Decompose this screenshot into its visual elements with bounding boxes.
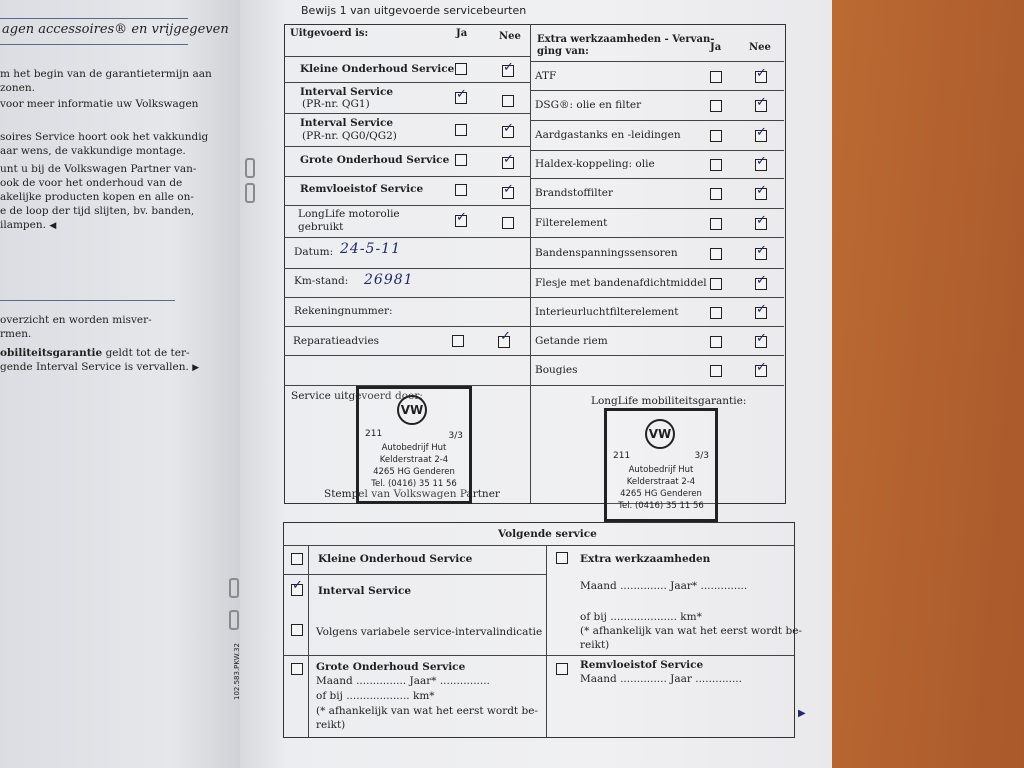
check-mark-icon: ✓ bbox=[756, 66, 767, 81]
next-service-header: Volgende service bbox=[498, 528, 597, 540]
binding-ring bbox=[245, 158, 255, 178]
row-line bbox=[284, 56, 530, 57]
checkbox-longlife-nee[interactable] bbox=[502, 217, 514, 229]
binding-ring bbox=[229, 610, 239, 630]
row-remvloeistof: Remvloeistof Service bbox=[300, 183, 424, 195]
ja-header: Ja bbox=[456, 28, 468, 39]
extra-row-label: Interieurluchtfilterelement bbox=[535, 306, 679, 318]
left-line: soires Service hoort ook het vakkundig bbox=[0, 131, 209, 143]
checkbox-next-grote[interactable] bbox=[291, 663, 303, 675]
checkbox-extra-ja[interactable] bbox=[710, 307, 722, 319]
checkbox-extra-ja[interactable] bbox=[710, 100, 722, 112]
side-code: 102.583.PKW.32 bbox=[233, 643, 241, 700]
checkbox-extra-ja[interactable] bbox=[710, 365, 722, 377]
check-mark-icon: ✓ bbox=[756, 183, 767, 198]
next-grote: Grote Onderhoud Service bbox=[316, 661, 466, 673]
right-header-1: Extra werkzaamheden - Vervan- bbox=[537, 34, 715, 45]
left-heading: agen accessoires® en vrijgegeven bbox=[2, 22, 229, 37]
check-mark-icon: ✓ bbox=[756, 125, 767, 140]
checkbox-next-variabele[interactable] bbox=[291, 624, 303, 636]
row-line bbox=[283, 574, 546, 575]
left-line: m het begin van de garantietermijn aan bbox=[0, 68, 212, 80]
row-interval-qg0-sub: (PR-nr. QG0/QG2) bbox=[302, 130, 397, 142]
check-mark-icon: ✓ bbox=[756, 273, 767, 288]
next-variabele: Volgens variabele service-intervalindicatie bbox=[316, 626, 543, 638]
next-extra-of-bij: of bij .................... km* bbox=[580, 611, 702, 623]
page-title: Bewijs 1 van uitgevoerde servicebeurten bbox=[301, 4, 527, 17]
stamp-line: Kelderstraat 2-4 bbox=[626, 477, 696, 487]
extra-row-label: Bougies bbox=[535, 364, 578, 376]
ja-header-right: Ja bbox=[710, 42, 722, 53]
row-interval-qg0: Interval Service bbox=[300, 117, 394, 129]
section-rule bbox=[0, 300, 175, 301]
guarantee-line: obiliteitsgarantie geldt tot de ter- bbox=[0, 347, 190, 359]
check-mark-icon: ✓ bbox=[500, 329, 511, 344]
row-line bbox=[284, 237, 530, 238]
next-extra-afh-1: (* afhankelijk van wat het eerst wordt be- bbox=[580, 625, 802, 637]
nee-header-right: Nee bbox=[749, 42, 771, 53]
stamp-line: Tel. (0416) 35 11 56 bbox=[618, 501, 704, 511]
next-extra-afh-2: reikt) bbox=[580, 639, 610, 651]
row-longlife-sub: gebruikt bbox=[298, 221, 344, 233]
checkbox-kleine-ja[interactable] bbox=[455, 63, 467, 75]
stamp-line: Kelderstraat 2-4 bbox=[379, 455, 449, 465]
vw-logo-icon: VW bbox=[397, 395, 427, 425]
check-mark-icon: ✓ bbox=[756, 243, 767, 258]
extra-row-label: Haldex-koppeling: olie bbox=[535, 158, 655, 170]
left-line: ook de voor het onderhoud van de bbox=[0, 177, 183, 189]
extra-row-label: Flesje met bandenafdichtmiddel bbox=[535, 277, 707, 289]
row-line bbox=[530, 355, 784, 356]
arrow-right-icon: ▶ bbox=[192, 363, 200, 373]
row-line bbox=[284, 113, 530, 114]
check-mark-icon: ✓ bbox=[756, 154, 767, 169]
row-line bbox=[530, 120, 784, 121]
row-line bbox=[284, 176, 530, 177]
stamp-line: 4265 HG Genderen bbox=[373, 467, 455, 477]
right-header-2: ging van: bbox=[537, 46, 589, 57]
extra-row-label: Filterelement bbox=[535, 217, 608, 229]
row-line bbox=[284, 146, 530, 147]
row-line bbox=[530, 61, 784, 62]
row-interval-qg1-sub: (PR-nr. QG1) bbox=[302, 98, 370, 110]
extra-row-label: Getande riem bbox=[535, 335, 608, 347]
check-mark-icon: ✓ bbox=[756, 360, 767, 375]
stamp-line: Autobedrijf Hut bbox=[381, 443, 447, 453]
vw-logo-icon: VW bbox=[645, 419, 675, 449]
table-divider bbox=[530, 24, 531, 503]
stamp-right-num: 3/3 bbox=[694, 451, 709, 461]
datum-label: Datum: bbox=[294, 246, 334, 258]
row-line bbox=[530, 178, 784, 179]
check-mark-icon: ✓ bbox=[756, 331, 767, 346]
checkbox-reparatie-ja[interactable] bbox=[452, 335, 464, 347]
binding-ring bbox=[245, 183, 255, 203]
checkbox-extra-ja[interactable] bbox=[710, 159, 722, 171]
left-page bbox=[0, 0, 245, 768]
checkbox-next-extra[interactable] bbox=[556, 552, 568, 564]
heading-rule bbox=[0, 44, 188, 45]
check-mark-icon: ✓ bbox=[456, 210, 467, 225]
checkbox-extra-ja[interactable] bbox=[710, 278, 722, 290]
dealer-stamp-2 bbox=[604, 408, 718, 522]
stamp-left-num: 211 bbox=[613, 451, 631, 461]
rekening-label: Rekeningnummer: bbox=[294, 305, 393, 317]
extra-row-label: Aardgastanks en -leidingen bbox=[535, 129, 681, 141]
km-label: Km-stand: bbox=[294, 275, 349, 287]
left-line: overzicht en worden misver- bbox=[0, 314, 152, 326]
left-line: rmen. bbox=[0, 328, 32, 340]
check-mark-icon: ✓ bbox=[503, 60, 514, 75]
checkbox-extra-ja[interactable] bbox=[710, 218, 722, 230]
next-extra: Extra werkzaamheden bbox=[580, 553, 711, 565]
row-line bbox=[530, 237, 784, 238]
stamp-left-num: 211 bbox=[365, 429, 383, 439]
stamp-line: Tel. (0416) 35 11 56 bbox=[371, 479, 457, 489]
stamp-line: 4265 HG Genderen bbox=[620, 489, 702, 499]
check-mark-icon: ✓ bbox=[456, 87, 467, 102]
arrow-right-icon: ▶ bbox=[798, 708, 806, 719]
row-line bbox=[284, 355, 530, 356]
row-line bbox=[284, 297, 530, 298]
next-grote-afh-2: reikt) bbox=[316, 719, 346, 731]
row-kleine: Kleine Onderhoud Service bbox=[300, 63, 455, 75]
next-rem-maand: Maand .............. Jaar .............. bbox=[580, 673, 742, 685]
left-line-end: ilampen. ◀ bbox=[0, 219, 57, 231]
next-kleine: Kleine Onderhoud Service bbox=[318, 553, 473, 565]
row-line bbox=[530, 208, 784, 209]
row-line bbox=[283, 545, 794, 546]
extra-row-label: Bandenspanningssensoren bbox=[535, 247, 678, 259]
next-grote-maand: Maand ............... Jaar* ............... bbox=[316, 675, 490, 687]
left-line: zonen. bbox=[0, 82, 35, 94]
check-mark-icon: ✓ bbox=[503, 121, 514, 136]
checkbox-qg1-nee[interactable] bbox=[502, 95, 514, 107]
check-mark-icon: ✓ bbox=[756, 302, 767, 317]
col-line bbox=[546, 545, 547, 737]
checkbox-extra-ja[interactable] bbox=[710, 248, 722, 260]
checkbox-qg0-ja[interactable] bbox=[455, 124, 467, 136]
row-line bbox=[530, 268, 784, 269]
stamp-caption: Stempel van Volkswagen Partner bbox=[324, 488, 500, 500]
left-line: unt u bij de Volkswagen Partner van- bbox=[0, 163, 197, 175]
checkbox-extra-ja[interactable] bbox=[710, 130, 722, 142]
row-line bbox=[284, 268, 530, 269]
checkbox-rem-ja[interactable] bbox=[455, 184, 467, 196]
checkbox-next-rem[interactable] bbox=[556, 663, 568, 675]
left-line: akelijke producten kopen en alle on- bbox=[0, 191, 194, 203]
row-longlife: LongLife motorolie bbox=[298, 208, 400, 220]
row-line bbox=[530, 150, 784, 151]
right-page bbox=[240, 0, 832, 768]
longlife-label: LongLife mobiliteitsgarantie: bbox=[591, 395, 747, 407]
datum-value: 24-5-11 bbox=[340, 241, 401, 257]
left-line: voor meer informatie uw Volkswagen bbox=[0, 98, 199, 110]
guarantee-line2: gende Interval Service is vervallen. ▶ bbox=[0, 361, 200, 373]
row-line bbox=[284, 326, 530, 327]
row-grote: Grote Onderhoud Service bbox=[300, 154, 450, 166]
top-rule bbox=[0, 18, 188, 19]
next-grote-of-bij: of bij ................... km* bbox=[316, 690, 435, 702]
extra-row-label: Brandstoffilter bbox=[535, 187, 614, 199]
row-line bbox=[284, 205, 530, 206]
next-grote-afh-1: (* afhankelijk van wat het eerst wordt be- bbox=[316, 705, 538, 717]
check-mark-icon: ✓ bbox=[503, 152, 514, 167]
checkbox-grote-ja[interactable] bbox=[455, 154, 467, 166]
row-line bbox=[283, 655, 794, 656]
binding-ring bbox=[229, 578, 239, 598]
checkbox-extra-ja[interactable] bbox=[710, 336, 722, 348]
left-line: e de loop der tijd slijten, bv. banden, bbox=[0, 205, 195, 217]
service-by-label: Service uitgevoerd door: bbox=[291, 390, 423, 402]
dealer-stamp bbox=[356, 386, 472, 504]
next-remvloeistof: Remvloeistof Service bbox=[580, 659, 704, 671]
extra-row-label: DSG®: olie en filter bbox=[535, 99, 642, 111]
row-line bbox=[530, 326, 784, 327]
check-mark-icon: ✓ bbox=[292, 578, 303, 593]
next-interval: Interval Service bbox=[318, 585, 412, 597]
check-mark-icon: ✓ bbox=[756, 95, 767, 110]
extra-row-label: ATF bbox=[535, 70, 557, 82]
stamp-line: Autobedrijf Hut bbox=[628, 465, 694, 475]
left-header: Uitgevoerd is: bbox=[290, 28, 369, 39]
checkbox-extra-ja[interactable] bbox=[710, 71, 722, 83]
check-mark-icon: ✓ bbox=[756, 213, 767, 228]
row-line bbox=[530, 90, 784, 91]
checkbox-next-kleine[interactable] bbox=[291, 553, 303, 565]
check-mark-icon: ✓ bbox=[503, 182, 514, 197]
next-extra-maand: Maand .............. Jaar* .............. bbox=[580, 580, 748, 592]
nee-header: Nee bbox=[499, 31, 521, 42]
km-value: 26981 bbox=[364, 272, 414, 288]
checkbox-extra-ja[interactable] bbox=[710, 188, 722, 200]
row-line bbox=[284, 82, 530, 83]
arrow-left-icon: ◀ bbox=[49, 221, 57, 231]
row-interval-qg1: Interval Service bbox=[300, 86, 394, 98]
left-line: aar wens, de vakkundige montage. bbox=[0, 145, 186, 157]
row-line bbox=[530, 297, 784, 298]
stamp-right-num: 3/3 bbox=[448, 431, 463, 441]
reparatie-label: Reparatieadvies bbox=[293, 335, 380, 347]
